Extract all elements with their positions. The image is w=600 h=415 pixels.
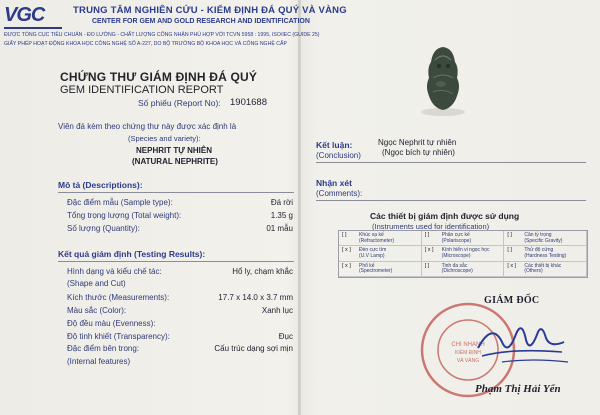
instrument-vn: Kính hiển vi ngọc học bbox=[441, 247, 490, 254]
instrument-en: (Spectrometer) bbox=[359, 268, 393, 275]
species-en: (NATURAL NEPHRITE) bbox=[132, 157, 218, 166]
testing-divider bbox=[58, 261, 294, 262]
instrument-en: (Polariscope) bbox=[441, 237, 472, 244]
instruments-title: Các thiết bị giám định được sử dụng bbox=[370, 211, 520, 221]
measurements-value: 17.7 x 14.0 x 3.7 mm bbox=[218, 293, 293, 302]
descriptions-title: Mô tả (Descriptions): bbox=[58, 180, 143, 190]
vgc-logo: VGC bbox=[4, 4, 45, 26]
instrument-en: (Others) bbox=[524, 268, 543, 275]
instrument-uv-lamp bbox=[339, 246, 422, 261]
quantity-value: 01 mẫu bbox=[266, 224, 293, 233]
instrument-check: [ ] bbox=[424, 262, 430, 269]
evenness-label: Độ đều màu (Evenness): bbox=[67, 319, 156, 328]
remarks-divider bbox=[316, 200, 586, 201]
instrument-en: (Hardness Testing) bbox=[524, 252, 567, 259]
instrument-vn: Tinh đa sắc bbox=[441, 262, 468, 269]
transparency-value: Đục bbox=[278, 332, 293, 341]
conclusion-value-alt: (Ngọc bích tự nhiên) bbox=[382, 148, 455, 157]
report-title-vn: CHỨNG THƯ GIÁM ĐỊNH ĐÁ QUÝ bbox=[60, 70, 258, 84]
conclusion-label-en: (Conclusion) bbox=[316, 151, 361, 160]
instrument-en: (Refractometer) bbox=[359, 237, 395, 244]
conclusion-divider bbox=[316, 162, 586, 163]
instrument-check: [ ] bbox=[507, 232, 512, 238]
signer-name: Phạm Thị Hải Yến bbox=[475, 383, 561, 395]
transparency-label: Độ tinh khiết (Transparency): bbox=[67, 332, 170, 341]
instrument-en: (Microscope) bbox=[441, 252, 471, 259]
instruments-grid bbox=[338, 230, 588, 278]
svg-text:CHI NHÁNH: CHI NHÁNH bbox=[451, 342, 485, 348]
conclusion-value: Ngọc Nephrit tự nhiên bbox=[378, 138, 457, 147]
instrument-check: [ x ] bbox=[342, 247, 351, 254]
page-fold bbox=[298, 0, 301, 415]
instrument-en: (U.V Lamp) bbox=[359, 252, 385, 259]
quantity-label: Số lượng (Quantity): bbox=[67, 224, 140, 233]
total-weight-label: Tổng trọng lượng (Total weight): bbox=[67, 211, 182, 220]
total-weight-value: 1.35 g bbox=[270, 211, 293, 220]
testing-title: Kết quả giám định (Testing Results): bbox=[58, 249, 206, 259]
accreditation-line: ĐƯỢC TỔNG CỤC TIÊU CHUẨN - ĐO LƯỜNG - CHẤT LƯỢNG CÔNG NHẬN PHÙ HỢP VỚI TCVN 5958 : 1995, ISO/IEC (GUIDE 25) bbox=[4, 32, 320, 38]
org-name-en: CENTER FOR GEM AND GOLD RESEARCH AND IDENTIFICATION bbox=[92, 18, 310, 25]
instrument-check: [ ] bbox=[342, 232, 347, 238]
instrument-specific-gravity bbox=[504, 231, 587, 246]
sample-type-value: Đá rời bbox=[270, 198, 293, 207]
report-title-en: GEM IDENTIFICATION REPORT bbox=[60, 84, 224, 96]
instrument-refractometer bbox=[339, 231, 422, 246]
instrument-check: [ ] bbox=[507, 247, 512, 254]
shape-label-en: (Shape and Cut) bbox=[67, 279, 126, 288]
instrument-spectrometer bbox=[339, 262, 422, 277]
color-value: Xanh lục bbox=[261, 306, 293, 315]
internal-value: Cấu trúc dạng sợi mịn bbox=[214, 344, 293, 353]
descriptions-divider bbox=[58, 192, 294, 193]
gem-photo bbox=[413, 42, 473, 122]
svg-text:VÀ VÀNG: VÀ VÀNG bbox=[456, 358, 480, 364]
instrument-en: (Dichroscope) bbox=[441, 268, 473, 275]
shape-label-vn: Hình dạng và kiểu chế tác: bbox=[67, 267, 162, 276]
instrument-vn: Các thiết bị khác bbox=[524, 262, 562, 269]
instrument-vn: Thử độ cứng bbox=[524, 247, 554, 254]
report-number: 1901688 bbox=[230, 97, 267, 108]
sample-type-label: Đặc điểm mẫu (Sample type): bbox=[67, 198, 173, 207]
remarks-label-en: (Comments): bbox=[316, 189, 363, 198]
species-intro-vn: Viên đá kèm theo chứng thư này được xác định là bbox=[58, 122, 237, 131]
instrument-vn: Cân tỷ trọng bbox=[524, 232, 552, 238]
shape-value: Hổ ly, chạm khắc bbox=[232, 267, 293, 276]
instrument-vn: Phân cực kế bbox=[441, 232, 470, 238]
letterhead bbox=[0, 0, 600, 52]
instrument-check: [ x ] bbox=[507, 262, 517, 269]
instrument-vn: Đèn cực tím bbox=[359, 247, 387, 254]
instrument-dichroscope bbox=[422, 262, 505, 277]
license-line: GIẤY PHÉP HOẠT ĐỘNG KHOA HỌC CÔNG NGHỆ SỐ A-227, DO BỘ TRƯỞNG BỘ KHOA HỌC VÀ CÔNG NGHỆ CẤP bbox=[4, 41, 287, 47]
color-label: Màu sắc (Color): bbox=[67, 306, 127, 315]
species-intro-en: (Species and variety): bbox=[128, 134, 201, 143]
internal-label-vn: Đặc điểm bên trong: bbox=[67, 344, 140, 353]
species-vn: NEPHRIT TỰ NHIÊN bbox=[136, 146, 212, 155]
measurements-label: Kích thước (Measurements): bbox=[67, 293, 170, 302]
logo-underline bbox=[4, 27, 62, 29]
instrument-check: [ x ] bbox=[424, 247, 434, 254]
director-signature bbox=[472, 312, 572, 376]
instrument-microscope bbox=[422, 246, 505, 261]
svg-text:KIỂM ĐỊNH: KIỂM ĐỊNH bbox=[455, 350, 481, 356]
internal-label-en: (Internal features) bbox=[67, 357, 131, 366]
instrument-check: [ x ] bbox=[342, 262, 351, 269]
org-name-vn: TRUNG TÂM NGHIÊN CỨU - KIỂM ĐỊNH ĐÁ QUÝ VÀ VÀNG bbox=[73, 5, 347, 16]
conclusion-label: Kết luận: bbox=[316, 140, 353, 150]
director-title: GIÁM ĐỐC bbox=[484, 295, 540, 306]
instrument-polariscope bbox=[422, 231, 505, 246]
report-number-label: Số phiếu (Report No): bbox=[138, 98, 221, 108]
instrument-vn: Khúc xạ kế bbox=[359, 232, 384, 238]
instrument-hardness bbox=[504, 246, 587, 261]
instrument-others bbox=[504, 262, 587, 277]
instrument-check: [ ] bbox=[424, 232, 430, 238]
instrument-vn: Phổ kế bbox=[359, 262, 375, 269]
instrument-en: (Specific Gravity) bbox=[524, 237, 563, 244]
remarks-label: Nhận xét bbox=[316, 178, 352, 188]
instruments-subtitle: (Instruments used for identification) bbox=[372, 222, 490, 231]
